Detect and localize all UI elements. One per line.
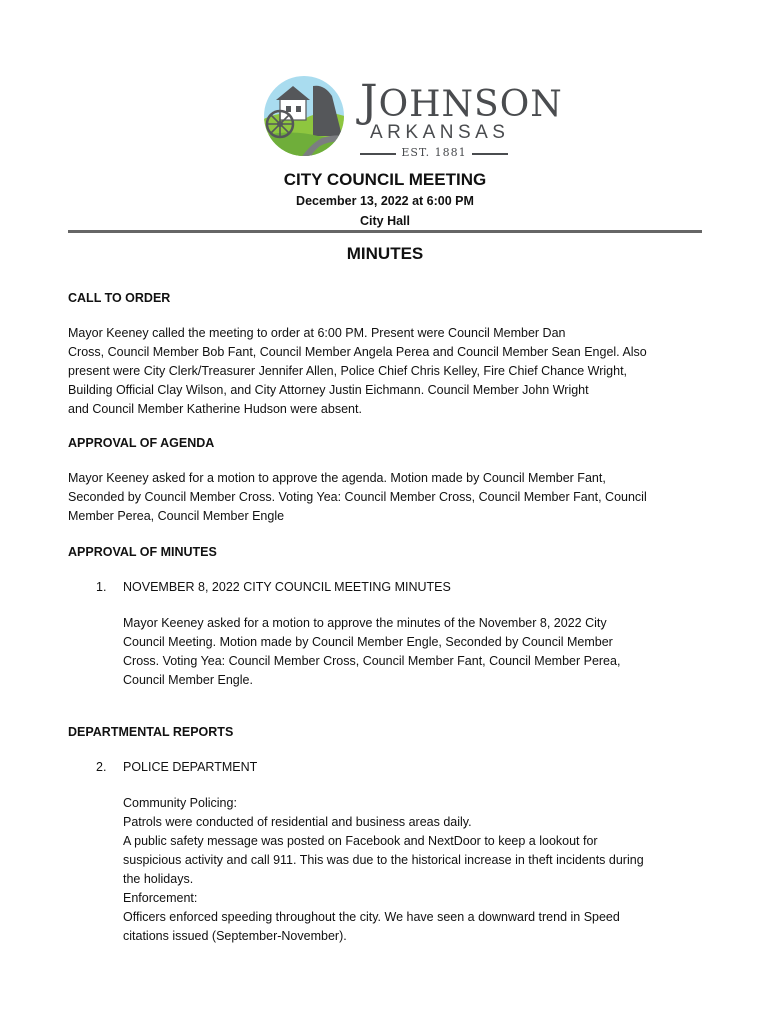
section-heading-approval-of-minutes: APPROVAL OF MINUTES: [68, 545, 217, 559]
meeting-location: City Hall: [359, 214, 410, 228]
logo-initial: J: [360, 76, 379, 127]
logo-city-name: [360, 76, 563, 127]
paragraph-line: Mayor Keeney asked for a motion to approve the minutes of the November 8, 2022 City: [123, 616, 607, 630]
item-number: 1.: [96, 580, 107, 594]
paragraph-line: suspicious activity and call 911. This was due to the historical increase in theft incidents during: [123, 853, 644, 867]
paragraph-line: Enforcement:: [123, 891, 198, 905]
city-logo: [258, 76, 563, 162]
section-heading-call-to-order: CALL TO ORDER: [68, 291, 171, 305]
paragraph-line: Community Policing:: [123, 796, 237, 810]
logo-established: EST. 1881: [358, 146, 510, 159]
november-minutes-paragraph: [123, 614, 708, 690]
paragraph-line: present were City Clerk/Treasurer Jennifer Allen, Police Chief Chris Kelley, Fire Chief Chance Wright,: [68, 364, 628, 378]
paragraph-line: the holidays.: [123, 872, 194, 886]
paragraph-line: Council Meeting. Motion made by Council Member Engle, Seconded by Council Member: [123, 635, 613, 649]
paragraph-line: A public safety message was posted on Facebook and NextDoor to keep a lookout for: [123, 834, 598, 848]
section-heading-departmental-reports: DEPARTMENTAL REPORTS: [68, 725, 234, 739]
item-number: 2.: [96, 760, 107, 774]
approval-of-agenda-paragraph: [68, 469, 704, 526]
paragraph-line: Officers enforced speeding throughout the city. We have seen a downward trend in Speed: [123, 910, 620, 924]
paragraph-line: Cross, Council Member Bob Fant, Council Member Angela Perea and Council Member Sean Engel. Also: [68, 345, 647, 359]
document-title: MINUTES: [346, 244, 424, 263]
logo-state: ARKANSAS: [370, 122, 510, 143]
item-title-november-minutes: NOVEMBER 8, 2022 CITY COUNCIL MEETING MINUTES: [123, 580, 451, 594]
water-mill-emblem-icon: [258, 76, 358, 162]
paragraph-line: citations issued (September-November).: [123, 929, 347, 943]
call-to-order-paragraph: [68, 324, 704, 419]
item-title-police-department: POLICE DEPARTMENT: [123, 760, 258, 774]
paragraph-line: Council Member Engle.: [123, 673, 253, 687]
paragraph-line: Mayor Keeney asked for a motion to approve the agenda. Motion made by Council Member Fant,: [68, 471, 606, 485]
paragraph-line: Cross. Voting Yea: Council Member Cross, Council Member Fant, Council Member Perea,: [123, 654, 621, 668]
paragraph-line: Mayor Keeney called the meeting to order at 6:00 PM. Present were Council Member Dan: [68, 326, 566, 340]
meeting-date: December 13, 2022 at 6:00 PM: [296, 194, 474, 208]
paragraph-line: Patrols were conducted of residential and business areas daily.: [123, 815, 472, 829]
paragraph-line: Seconded by Council Member Cross. Voting Yea: Council Member Cross, Council Member Fant, Council: [68, 490, 647, 504]
logo-name-rest: OHNSON: [378, 84, 563, 125]
paragraph-line: Member Perea, Council Member Engle: [68, 509, 285, 523]
meeting-title: CITY COUNCIL MEETING: [283, 170, 487, 189]
section-heading-approval-of-agenda: APPROVAL OF AGENDA: [68, 436, 215, 450]
paragraph-line: Building Official Clay Wilson, and City Attorney Justin Eichmann. Council Member John Wright: [68, 383, 589, 397]
paragraph-line: and Council Member Katherine Hudson were absent.: [68, 402, 362, 416]
police-department-paragraph: [123, 794, 708, 946]
header-divider: [68, 230, 702, 233]
